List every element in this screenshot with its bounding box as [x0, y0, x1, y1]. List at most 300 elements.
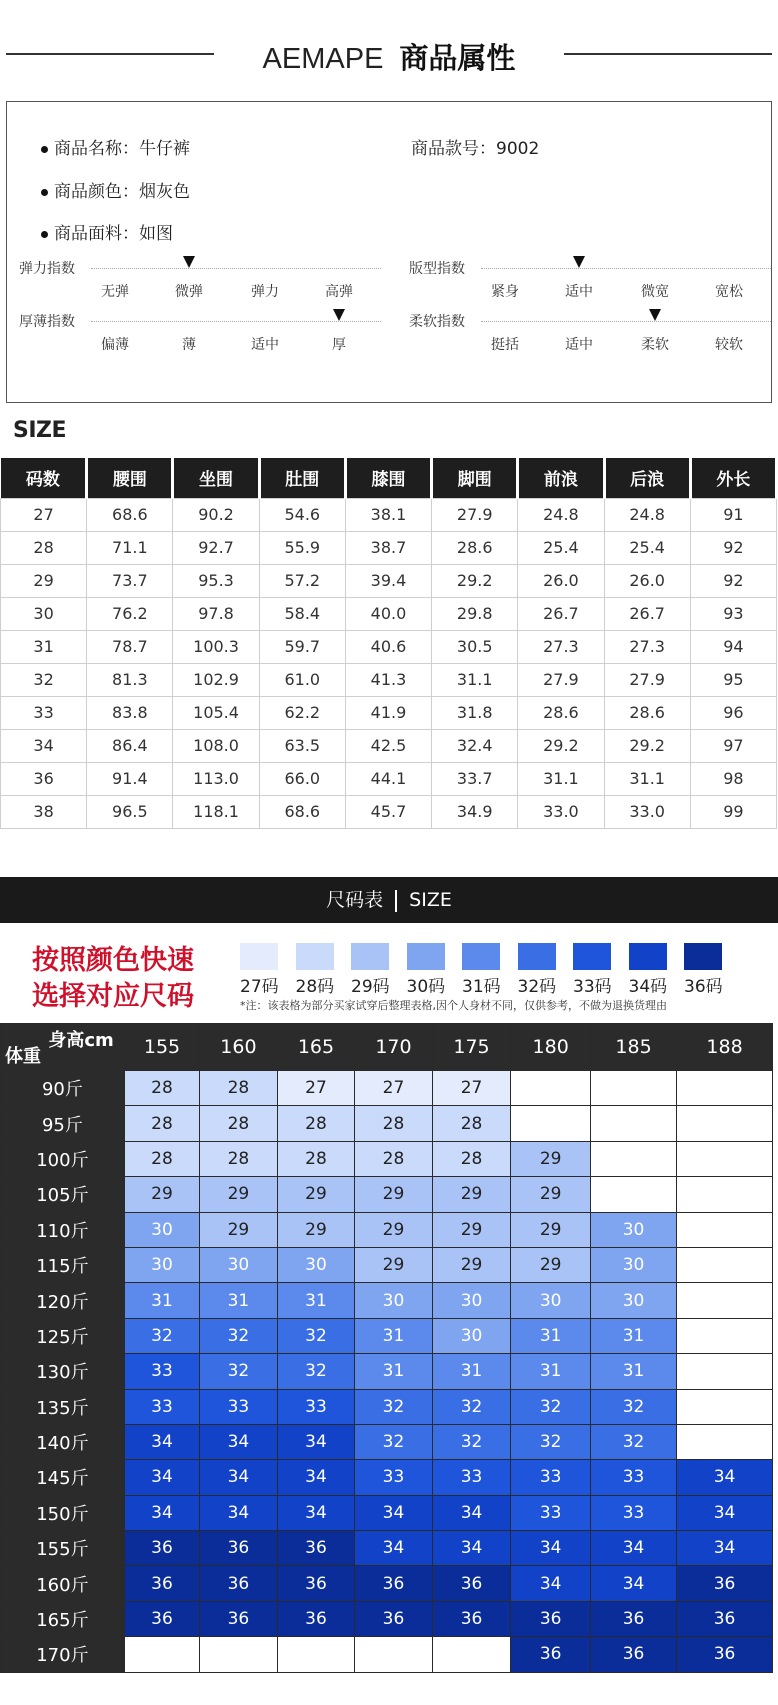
size-cell: 30 [590, 1283, 676, 1318]
table-cell: 63.5 [259, 729, 345, 762]
legend-item [462, 943, 502, 997]
scale-option: 紧身 [491, 284, 519, 300]
legend-item [518, 943, 558, 997]
size-table-header: 外长 [690, 458, 776, 498]
bullet-icon [41, 146, 48, 153]
size-cell: 33 [124, 1389, 199, 1424]
size-cell: 30 [355, 1283, 433, 1318]
size-recommendation-grid [0, 1023, 778, 1673]
grid-row [1, 1247, 773, 1282]
legend-swatch [462, 943, 500, 970]
header-divider-right [564, 53, 772, 55]
table-cell: 33.7 [432, 762, 518, 795]
legend-label: 29码 [351, 977, 390, 997]
attr-name: 商品名称：牛仔裤 [41, 134, 190, 159]
size-cell: 31 [590, 1354, 676, 1389]
legend-label: 36码 [684, 977, 723, 997]
size-cell: 30 [590, 1212, 676, 1247]
size-cell: 36 [677, 1601, 773, 1636]
table-cell: 113.0 [173, 762, 259, 795]
size-cell: 34 [124, 1495, 199, 1530]
table-cell: 68.6 [259, 795, 345, 828]
table-cell: 92 [690, 531, 776, 564]
size-cell: 34 [677, 1531, 773, 1566]
weight-label: 110斤 [1, 1212, 125, 1247]
table-row [1, 729, 777, 762]
table-cell: 34 [1, 729, 87, 762]
table-cell: 44.1 [345, 762, 431, 795]
table-cell: 92 [690, 564, 776, 597]
size-cell: 31 [277, 1283, 355, 1318]
scale-option: 弹力 [251, 284, 279, 300]
scale-track [91, 321, 381, 322]
empty-cell [590, 1106, 676, 1141]
table-cell: 102.9 [173, 663, 259, 696]
table-row [1, 531, 777, 564]
table-cell: 28.6 [432, 531, 518, 564]
empty-cell [677, 1389, 773, 1424]
size-table-header-row [1, 458, 777, 498]
size-table-header: 膝围 [345, 458, 431, 498]
size-cell: 36 [432, 1601, 511, 1636]
grid-row [1, 1141, 773, 1176]
size-cell: 36 [432, 1566, 511, 1601]
size-cell: 31 [590, 1318, 676, 1353]
scale-option: 适中 [565, 337, 593, 353]
table-cell: 105.4 [173, 696, 259, 729]
attributes-box [6, 101, 772, 403]
legend-item [573, 943, 613, 997]
scale-thickness [19, 305, 389, 355]
size-cell: 36 [200, 1566, 278, 1601]
size-heading: SIZE [13, 418, 67, 443]
selected-marker-icon [649, 309, 661, 321]
table-cell: 31.1 [432, 663, 518, 696]
size-cell: 36 [590, 1601, 676, 1636]
table-row [1, 597, 777, 630]
selected-marker-icon [183, 256, 195, 268]
size-cell: 31 [511, 1318, 591, 1353]
size-cell: 34 [200, 1495, 278, 1530]
table-cell: 33.0 [604, 795, 690, 828]
quick-select-title: 按照颜色快速 选择对应尺码 [32, 945, 194, 1012]
grid-row [1, 1566, 773, 1601]
size-cell: 29 [511, 1247, 591, 1282]
table-cell: 32.4 [432, 729, 518, 762]
table-cell: 31.1 [604, 762, 690, 795]
banner-title: 尺码表 [326, 889, 384, 911]
size-cell: 36 [277, 1566, 355, 1601]
table-cell: 78.7 [87, 630, 173, 663]
size-cell: 29 [511, 1177, 591, 1212]
table-cell: 57.2 [259, 564, 345, 597]
legend-swatch [240, 943, 278, 970]
size-cell: 29 [511, 1212, 591, 1247]
selected-marker-icon [573, 256, 585, 268]
size-cell: 32 [200, 1318, 278, 1353]
size-cell: 28 [355, 1141, 433, 1176]
scale-option: 偏薄 [101, 337, 129, 353]
height-header: 175 [432, 1024, 511, 1071]
size-cell: 29 [432, 1247, 511, 1282]
weight-label: 155斤 [1, 1531, 125, 1566]
empty-cell [590, 1141, 676, 1176]
scale-option: 薄 [182, 337, 196, 353]
size-cell: 28 [124, 1106, 199, 1141]
weight-label: 150斤 [1, 1495, 125, 1530]
table-cell: 30.5 [432, 630, 518, 663]
size-cell: 32 [124, 1318, 199, 1353]
scale-option: 挺括 [491, 337, 519, 353]
scale-option: 宽松 [715, 284, 743, 300]
disclaimer-note: *注：该表格为部分买家试穿后整理表格,因个人身材不同，仅供参考，不做为退换货理由 [240, 999, 667, 1012]
size-cell: 33 [277, 1389, 355, 1424]
size-cell: 29 [277, 1212, 355, 1247]
table-cell: 27.9 [432, 498, 518, 531]
empty-cell [355, 1637, 433, 1672]
size-table-header: 前浪 [518, 458, 604, 498]
table-cell: 108.0 [173, 729, 259, 762]
grid-header-row [1, 1024, 773, 1071]
size-cell: 32 [277, 1354, 355, 1389]
legend-swatch [629, 943, 667, 970]
size-cell: 36 [277, 1601, 355, 1636]
scale-name: 厚薄指数 [19, 314, 75, 330]
table-cell: 41.9 [345, 696, 431, 729]
size-cell: 36 [200, 1601, 278, 1636]
size-cell: 34 [677, 1495, 773, 1530]
scale-option: 较软 [715, 337, 743, 353]
legend-label: 31码 [462, 977, 501, 997]
table-cell: 38.7 [345, 531, 431, 564]
height-header: 188 [677, 1024, 773, 1071]
size-cell: 34 [432, 1495, 511, 1530]
legend-swatch [573, 943, 611, 970]
size-table-header: 腰围 [87, 458, 173, 498]
table-cell: 95 [690, 663, 776, 696]
scale-name: 弹力指数 [19, 261, 75, 277]
size-cell: 36 [355, 1601, 433, 1636]
scale-track [481, 268, 771, 269]
table-cell: 118.1 [173, 795, 259, 828]
table-cell: 66.0 [259, 762, 345, 795]
table-cell: 29.8 [432, 597, 518, 630]
empty-cell [511, 1071, 591, 1106]
table-cell: 31.1 [518, 762, 604, 795]
weight-label: 100斤 [1, 1141, 125, 1176]
grid-row [1, 1071, 773, 1106]
legend-label: 30码 [406, 977, 446, 997]
scale-track [481, 321, 771, 322]
table-cell: 76.2 [87, 597, 173, 630]
size-cell: 32 [432, 1389, 511, 1424]
table-row [1, 498, 777, 531]
empty-cell [677, 1212, 773, 1247]
height-header: 185 [590, 1024, 676, 1071]
table-cell: 34.9 [432, 795, 518, 828]
table-cell: 97.8 [173, 597, 259, 630]
table-cell: 40.0 [345, 597, 431, 630]
size-cell: 36 [677, 1637, 773, 1672]
table-cell: 27.3 [518, 630, 604, 663]
scale-name: 版型指数 [409, 261, 465, 277]
size-cell: 32 [432, 1424, 511, 1459]
size-cell: 32 [590, 1389, 676, 1424]
size-cell: 29 [277, 1177, 355, 1212]
table-cell: 26.7 [518, 597, 604, 630]
legend-swatch [684, 943, 722, 970]
weight-label: 135斤 [1, 1389, 125, 1424]
scale-option: 微弹 [175, 284, 203, 300]
size-cell: 32 [355, 1424, 433, 1459]
table-cell: 61.0 [259, 663, 345, 696]
height-header: 170 [355, 1024, 433, 1071]
size-cell: 29 [355, 1247, 433, 1282]
table-cell: 31.8 [432, 696, 518, 729]
scale-track [91, 268, 381, 269]
size-cell: 30 [277, 1247, 355, 1282]
table-cell: 28.6 [604, 696, 690, 729]
table-cell: 94 [690, 630, 776, 663]
scale-option: 高弹 [325, 284, 353, 300]
empty-cell [590, 1071, 676, 1106]
size-cell: 33 [511, 1495, 591, 1530]
table-cell: 33.0 [518, 795, 604, 828]
scale-fit [409, 252, 778, 302]
weight-label: 130斤 [1, 1354, 125, 1389]
grid-row [1, 1354, 773, 1389]
table-cell: 39.4 [345, 564, 431, 597]
table-row [1, 696, 777, 729]
size-cell: 32 [590, 1424, 676, 1459]
size-table-header: 坐围 [173, 458, 259, 498]
grid-row [1, 1601, 773, 1636]
size-cell: 36 [200, 1531, 278, 1566]
table-cell: 30 [1, 597, 87, 630]
empty-cell [277, 1637, 355, 1672]
legend-item [407, 943, 447, 997]
grid-row [1, 1531, 773, 1566]
size-cell: 36 [124, 1566, 199, 1601]
table-cell: 95.3 [173, 564, 259, 597]
size-cell: 29 [124, 1177, 199, 1212]
legend-swatch [351, 943, 389, 970]
weight-label: 105斤 [1, 1177, 125, 1212]
table-cell: 83.8 [87, 696, 173, 729]
table-cell: 59.7 [259, 630, 345, 663]
bullet-icon [41, 189, 48, 196]
empty-cell [677, 1318, 773, 1353]
empty-cell [677, 1247, 773, 1282]
table-cell: 26.0 [518, 564, 604, 597]
size-cell: 28 [200, 1106, 278, 1141]
table-cell: 26.7 [604, 597, 690, 630]
grid-row [1, 1637, 773, 1672]
size-cell: 34 [355, 1531, 433, 1566]
size-cell: 27 [432, 1071, 511, 1106]
size-chart-banner [0, 877, 778, 923]
size-cell: 34 [590, 1566, 676, 1601]
size-cell: 32 [200, 1354, 278, 1389]
size-cell: 28 [432, 1141, 511, 1176]
table-cell: 73.7 [87, 564, 173, 597]
size-cell: 30 [432, 1283, 511, 1318]
size-cell: 34 [355, 1495, 433, 1530]
legend-item [684, 943, 724, 997]
size-cell: 29 [432, 1212, 511, 1247]
empty-cell [590, 1177, 676, 1212]
legend-label: 33码 [573, 977, 612, 997]
table-cell: 27 [1, 498, 87, 531]
size-cell: 34 [124, 1460, 199, 1495]
table-cell: 91 [690, 498, 776, 531]
grid-row [1, 1460, 773, 1495]
size-cell: 30 [432, 1318, 511, 1353]
size-cell: 34 [432, 1531, 511, 1566]
table-cell: 31 [1, 630, 87, 663]
size-cell: 29 [355, 1177, 433, 1212]
table-row [1, 663, 777, 696]
table-cell: 97 [690, 729, 776, 762]
size-cell: 34 [277, 1495, 355, 1530]
size-cell: 30 [124, 1212, 199, 1247]
weight-label: 140斤 [1, 1424, 125, 1459]
size-cell: 34 [511, 1531, 591, 1566]
legend-label: 32码 [517, 977, 557, 997]
bullet-icon [41, 231, 48, 238]
legend-item [351, 943, 391, 997]
height-header: 165 [277, 1024, 355, 1071]
size-cell: 29 [511, 1141, 591, 1176]
legend-swatch [296, 943, 334, 970]
size-cell: 33 [511, 1460, 591, 1495]
empty-cell [511, 1106, 591, 1141]
table-cell: 71.1 [87, 531, 173, 564]
size-cell: 30 [511, 1283, 591, 1318]
size-cell: 33 [124, 1354, 199, 1389]
scale-option: 适中 [251, 337, 279, 353]
size-cell: 32 [511, 1389, 591, 1424]
size-cell: 33 [200, 1389, 278, 1424]
empty-cell [677, 1177, 773, 1212]
size-cell: 33 [590, 1460, 676, 1495]
size-cell: 32 [511, 1424, 591, 1459]
size-cell: 36 [590, 1637, 676, 1672]
table-cell: 92.7 [173, 531, 259, 564]
table-cell: 58.4 [259, 597, 345, 630]
grid-row [1, 1106, 773, 1141]
size-cell: 28 [432, 1106, 511, 1141]
table-row [1, 564, 777, 597]
size-cell: 34 [277, 1424, 355, 1459]
size-cell: 27 [355, 1071, 433, 1106]
selected-marker-icon [333, 309, 345, 321]
table-cell: 54.6 [259, 498, 345, 531]
weight-label: 115斤 [1, 1247, 125, 1282]
grid-row [1, 1177, 773, 1212]
size-cell: 28 [277, 1141, 355, 1176]
table-cell: 24.8 [604, 498, 690, 531]
size-table-header: 后浪 [604, 458, 690, 498]
size-cell: 34 [200, 1424, 278, 1459]
scale-softness [409, 305, 778, 355]
table-cell: 99 [690, 795, 776, 828]
size-cell: 33 [432, 1460, 511, 1495]
table-cell: 27.9 [604, 663, 690, 696]
empty-cell [677, 1354, 773, 1389]
scale-name: 柔软指数 [409, 314, 465, 330]
size-cell: 34 [677, 1460, 773, 1495]
table-cell: 24.8 [518, 498, 604, 531]
scale-option: 厚 [332, 337, 346, 353]
legend-item [240, 943, 280, 997]
size-cell: 29 [355, 1212, 433, 1247]
grid-row [1, 1389, 773, 1424]
empty-cell [432, 1637, 511, 1672]
size-cell: 36 [677, 1566, 773, 1601]
size-cell: 32 [277, 1318, 355, 1353]
scale-option: 柔软 [641, 337, 669, 353]
table-cell: 29.2 [518, 729, 604, 762]
table-cell: 55.9 [259, 531, 345, 564]
size-cell: 36 [511, 1601, 591, 1636]
table-cell: 25.4 [518, 531, 604, 564]
grid-row [1, 1424, 773, 1459]
legend-item [629, 943, 669, 997]
size-cell: 28 [200, 1071, 278, 1106]
size-cell: 36 [355, 1566, 433, 1601]
weight-label: 145斤 [1, 1460, 125, 1495]
table-cell: 42.5 [345, 729, 431, 762]
scale-option: 无弹 [101, 284, 129, 300]
size-cell: 29 [200, 1212, 278, 1247]
size-cell: 30 [590, 1247, 676, 1282]
section-header [0, 30, 778, 78]
height-header: 160 [200, 1024, 278, 1071]
size-cell: 28 [124, 1071, 199, 1106]
table-cell: 100.3 [173, 630, 259, 663]
size-cell: 34 [590, 1531, 676, 1566]
empty-cell [677, 1424, 773, 1459]
size-cell: 34 [124, 1424, 199, 1459]
size-cell: 30 [200, 1247, 278, 1282]
table-cell: 27.9 [518, 663, 604, 696]
size-table-header: 脚围 [432, 458, 518, 498]
legend-item [296, 943, 336, 997]
brand-name: AEMAPE [262, 43, 384, 75]
size-cell: 34 [511, 1566, 591, 1601]
size-cell: 36 [124, 1601, 199, 1636]
banner-subtitle: SIZE [409, 889, 452, 911]
table-cell: 29.2 [432, 564, 518, 597]
size-cell: 33 [590, 1495, 676, 1530]
empty-cell [677, 1141, 773, 1176]
weight-label: 125斤 [1, 1318, 125, 1353]
empty-cell [124, 1637, 199, 1672]
attr-fabric: 商品面料：如图 [41, 219, 173, 244]
grid-row [1, 1212, 773, 1247]
size-cell: 31 [355, 1354, 433, 1389]
size-cell: 27 [277, 1071, 355, 1106]
table-cell: 40.6 [345, 630, 431, 663]
banner-separator [395, 890, 397, 912]
size-cell: 36 [124, 1531, 199, 1566]
table-cell: 81.3 [87, 663, 173, 696]
size-cell: 28 [124, 1141, 199, 1176]
size-cell: 34 [277, 1460, 355, 1495]
height-header: 180 [511, 1024, 591, 1071]
table-row [1, 795, 777, 828]
